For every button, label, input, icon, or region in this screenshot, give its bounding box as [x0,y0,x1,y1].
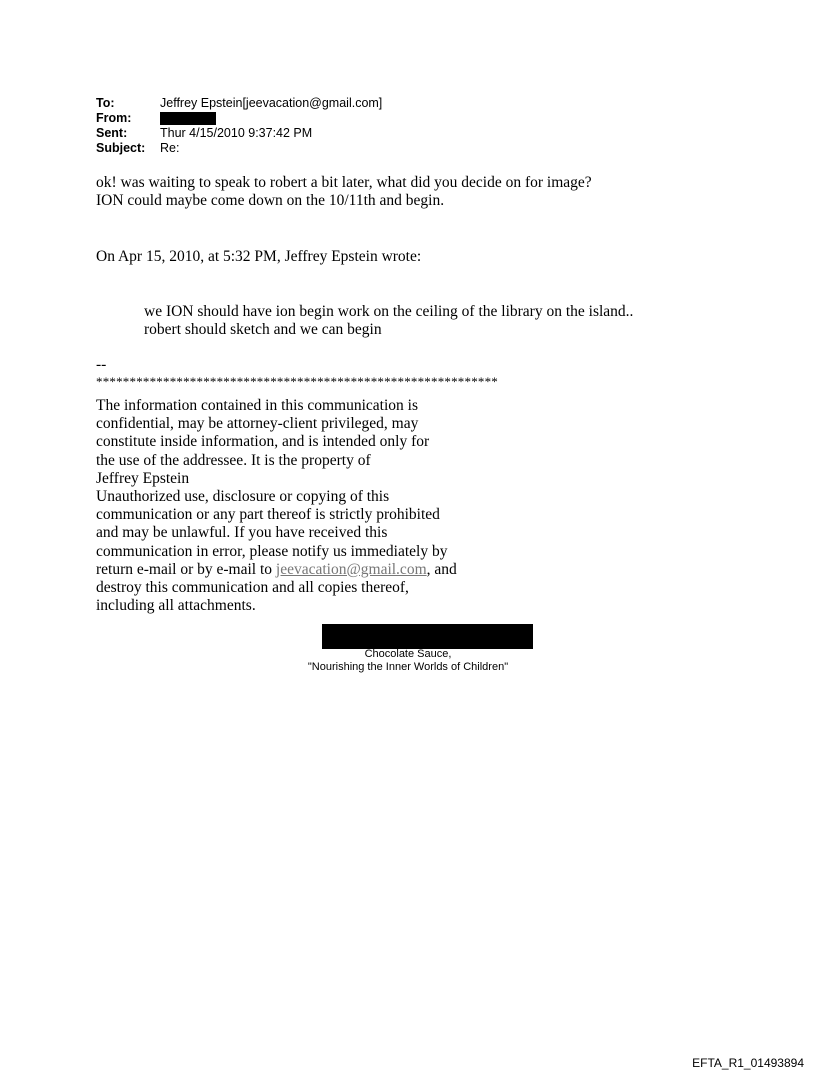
disclaimer-line: Jeffrey Epstein [96,469,190,487]
to-label: To: [96,96,115,110]
to-row [96,96,382,111]
disclaimer-line: confidential, may be attorney-client privileged, may [96,415,419,433]
disclaimer-line: communication or any part thereof is strictly prohibited [96,506,440,524]
signature-separator: -- [96,356,107,373]
quote-line-2: robert should sketch and we can begin [144,321,382,338]
from-redaction [160,112,216,125]
quote-attribution: On Apr 15, 2010, at 5:32 PM, Jeffrey Epstein wrote: [96,248,422,265]
body-line-2: ION could maybe come down on the 10/11th and begin. [96,192,445,209]
disclaimer-line: communication in error, please notify us immediately by [96,542,448,560]
signature-line-1: Chocolate Sauce, [364,648,452,660]
body-line-1: ok! was waiting to speak to robert a bit later, what did you decide on for image? [96,174,592,191]
email-header [96,96,382,156]
disclaimer-line: including all attachments. [96,597,256,615]
to-value: Jeffrey Epstein[jeevacation@gmail.com] [160,96,383,110]
subject-row [96,141,382,156]
disclaimer-line: Unauthorized use, disclosure or copying of this [96,487,390,505]
from-row [96,111,382,126]
disclaimer-line: and may be unlawful. If you have received this [96,524,388,542]
quote-line-1: we ION should have ion begin work on the ceiling of the library on the island.. [144,303,634,320]
signature-redaction [322,624,533,649]
sent-label: Sent: [96,126,128,140]
disclaimer-line-with-link [96,561,457,579]
disclaimer-text: return e-mail or by e-mail to [96,560,276,578]
subject-value: Re: [160,141,180,155]
signature-line-2: "Nourishing the Inner Worlds of Children" [307,661,509,673]
email-link[interactable]: jeevacation@gmail.com [275,560,427,578]
subject-label: Subject: [96,141,146,155]
disclaimer-text: , and [426,560,457,578]
document-id: EFTA_R1_01493894 [692,1056,804,1070]
disclaimer-line: destroy this communication and all copies thereof, [96,578,409,596]
stars-divider: ************************************************************ [96,374,498,389]
sent-row [96,126,382,141]
confidentiality-disclaimer [96,397,457,615]
disclaimer-line: The information contained in this communication is [96,397,418,414]
disclaimer-line: constitute inside information, and is intended only for [96,433,430,451]
from-label: From: [96,111,132,125]
sent-value: Thur 4/15/2010 9:37:42 PM [160,126,313,140]
disclaimer-line: the use of the addressee. It is the property of [96,451,371,469]
